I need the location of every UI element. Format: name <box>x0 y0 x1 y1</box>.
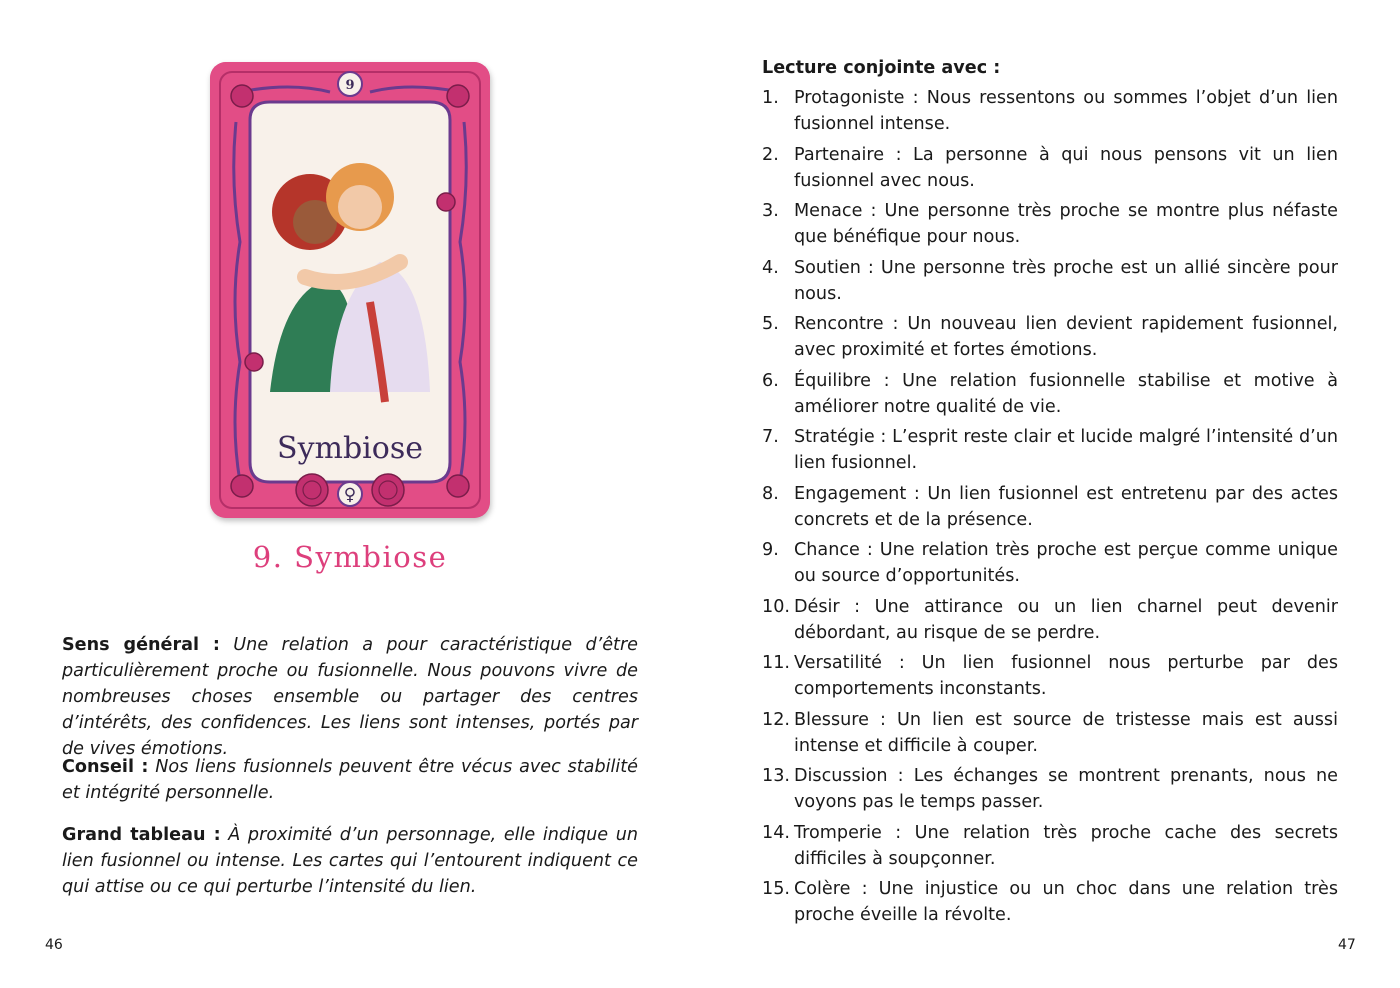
section-advice <box>62 754 638 806</box>
card-heading-number: 9. <box>252 540 284 574</box>
combination-list <box>762 85 1338 933</box>
item-text: Soutien : Une personne très proche est un allié sincère pour nous. <box>794 257 1338 304</box>
item-text: Désir : Une attirance ou un lien charnel peut devenir débordant, au risque de se perdre. <box>794 596 1338 643</box>
list-item <box>762 650 1338 702</box>
section-grand-tableau <box>62 822 638 900</box>
item-text: Menace : Une personne très proche se montre plus néfaste que bénéfique pour nous. <box>794 201 1338 247</box>
item-text: Stratégie : L’esprit reste clair et lucide malgré l’intensité d’un lien fusionnel. <box>794 427 1338 473</box>
item-number: 13. <box>762 766 790 786</box>
section-general-meaning <box>62 632 638 762</box>
card-heading <box>0 540 700 574</box>
section-label: Conseil : <box>62 757 149 777</box>
list-item <box>762 85 1338 137</box>
page-number-right: 47 <box>1338 937 1356 953</box>
list-item <box>762 763 1338 815</box>
list-item <box>762 594 1338 646</box>
card-name-text: Symbiose <box>277 431 423 466</box>
item-number: 1. <box>762 88 779 108</box>
card-number-text: 9 <box>345 78 355 93</box>
item-number: 2. <box>762 144 779 165</box>
combination-list-title: Lecture conjointe avec : <box>762 58 1001 78</box>
item-text: Versatilité : Un lien fusionnel nous perturbe par des comportements inconstants. <box>794 653 1338 699</box>
list-item <box>762 876 1338 928</box>
section-text: Nos liens fusionnels peuvent être vécus avec stabilité et intégrité personnelle. <box>62 757 639 803</box>
list-item <box>762 707 1338 759</box>
tarot-card <box>210 62 490 518</box>
item-text: Protagoniste : Nous ressentons ou sommes l’objet d’un lien fusionnel intense. <box>794 88 1338 134</box>
item-number: 14. <box>762 822 790 843</box>
item-text: Discussion : Les échanges se montrent prenants, nous ne voyons pas le temps passer. <box>794 766 1338 812</box>
item-number: 6. <box>762 370 779 391</box>
item-number: 7. <box>762 427 779 447</box>
item-text: Chance : Une relation très proche est perçue comme unique ou source d’opportunités. <box>794 540 1338 586</box>
venus-symbol-icon: ♀ <box>343 485 357 505</box>
item-number: 4. <box>762 257 779 278</box>
card-heading-title: Symbiose <box>294 540 448 574</box>
item-number: 9. <box>762 540 779 560</box>
item-number: 11. <box>762 653 790 673</box>
section-text: À proximité d’un personnage, elle indique un lien fusionnel ou intense. Les cartes qui l’entourent indiquent ce qui attise ou ce qui perturbe l’intensité du lien. <box>62 825 639 897</box>
section-text: Une relation a pour caractéristique d’être particulièrement proche ou fusionnelle. Nous pouvons vivre de nombreuses choses ensemble ou partager des centres d’intérêts, des confidences. Les liens sont intenses, portés par de vives émotions. <box>62 635 639 759</box>
item-number: 8. <box>762 483 779 504</box>
item-text: Équilibre : Une relation fusionnelle stabilise et motive à améliorer notre qualité de vie. <box>794 370 1338 417</box>
list-item <box>762 198 1338 250</box>
list-item <box>762 537 1338 589</box>
list-item <box>762 142 1338 194</box>
section-label: Sens général : <box>62 635 220 655</box>
card-illustration <box>210 62 490 518</box>
item-number: 5. <box>762 314 779 334</box>
item-text: Partenaire : La personne à qui nous pensons vit un lien fusionnel avec nous. <box>794 144 1338 191</box>
list-item <box>762 311 1338 363</box>
section-label: Grand tableau : <box>62 825 221 845</box>
item-number: 15. <box>762 879 790 899</box>
item-text: Engagement : Un lien fusionnel est entretenu par des actes concrets et de la présence. <box>794 483 1338 530</box>
list-item <box>762 820 1338 872</box>
item-number: 10. <box>762 596 790 617</box>
item-number: 3. <box>762 201 779 221</box>
item-text: Rencontre : Un nouveau lien devient rapidement fusionnel, avec proximité et fortes émotions. <box>794 314 1338 360</box>
list-item <box>762 481 1338 533</box>
right-page <box>700 0 1400 988</box>
item-text: Colère : Une injustice ou un choc dans une relation très proche éveille la révolte. <box>794 879 1338 925</box>
list-item <box>762 424 1338 476</box>
item-number: 12. <box>762 709 790 730</box>
list-item <box>762 368 1338 420</box>
list-item <box>762 255 1338 307</box>
item-text: Blessure : Un lien est source de tristesse mais est aussi intense et difficile à couper. <box>794 709 1338 756</box>
item-text: Tromperie : Une relation très proche cache des secrets difficiles à soupçonner. <box>794 822 1338 869</box>
page-number-left: 46 <box>45 937 63 953</box>
